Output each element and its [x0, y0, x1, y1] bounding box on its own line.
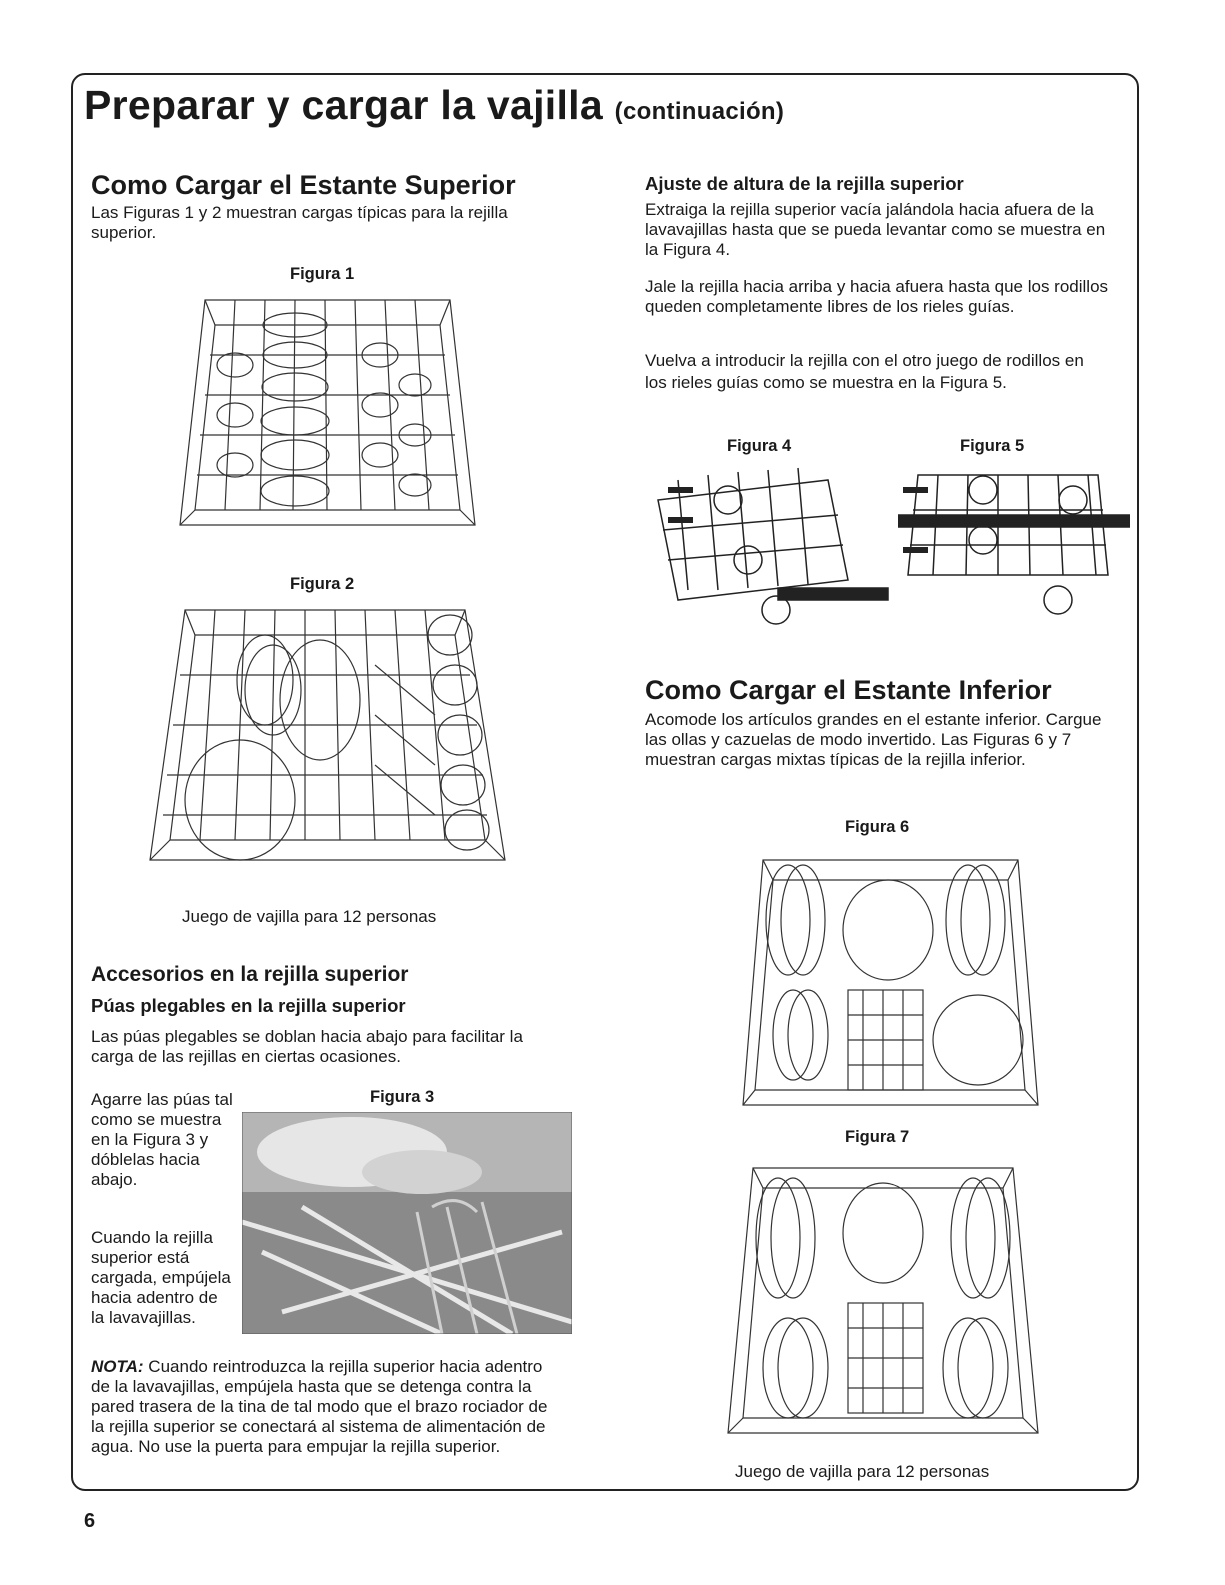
- title-subtitle: (continuación): [614, 98, 785, 125]
- fold-down-tines-text: Las púas plegables se doblan hacia abajo para facilitar la carga de las rejillas en ciertas ocasiones.: [91, 1027, 523, 1066]
- figure-6-label: Figura 6: [845, 818, 910, 836]
- figure-5-image: [898, 460, 1130, 630]
- push-rack-text: Cuando la rejilla superior está cargada, empújela hacia adentro de la lavavajillas.: [91, 1228, 231, 1327]
- figure-2-image: [145, 605, 510, 880]
- figure-3-label: Figura 3: [370, 1088, 435, 1106]
- note-label: NOTA:: [91, 1357, 144, 1376]
- rack-height-step-3: Vuelva a introducir la rejilla con el otro juego de rodillos en los rieles guías como se muestra en la Figura 5.: [645, 351, 1084, 392]
- figure-6-image: [733, 850, 1045, 1112]
- note-paragraph: [91, 1357, 561, 1457]
- figure-7-image: [718, 1158, 1048, 1443]
- figure-5-label: Figura 5: [960, 437, 1025, 455]
- page-number: 6: [84, 1510, 96, 1532]
- figure-4-image: [648, 460, 893, 630]
- figure-7-label: Figura 7: [845, 1128, 910, 1146]
- rack-height-step-2: Jale la rejilla hacia arriba y hacia afuera hasta que los rodillos queden completamente libres de los rieles guías.: [645, 277, 1109, 316]
- upper-rack-text: Las Figuras 1 y 2 muestran cargas típicas para la rejilla superior.: [91, 203, 508, 242]
- title-main: Preparar y cargar la vajilla: [84, 82, 603, 128]
- note-text: Cuando reintroduzca la rejilla superior hacia adentro de la lavavajillas, empújela hasta que se detenga contra la pared trasera de la tina de tal modo que el brazo rociador de la rejilla superior se conectará al sistema de alimentación de agua. No use la puerta para empujar la rejilla superior.: [91, 1357, 548, 1456]
- figure-4-label: Figura 4: [727, 437, 792, 455]
- upper-rack-heading: Como Cargar el Estante Superior: [91, 170, 516, 200]
- rack-height-step-1: Extraiga la rejilla superior vacía jalándola hacia afuera de la lavavajillas hasta que se pueda levantar como se muestra en la Figura 4.: [645, 200, 1106, 259]
- figure-3-photo: [242, 1112, 572, 1334]
- figure-7-caption: Juego de vajilla para 12 personas: [735, 1462, 990, 1481]
- figure-1-image: [175, 295, 480, 545]
- lower-rack-heading: Como Cargar el Estante Inferior: [645, 675, 1052, 705]
- rack-height-heading: Ajuste de altura de la rejilla superior: [645, 173, 964, 194]
- figure-2-label: Figura 2: [290, 575, 355, 593]
- lower-rack-text: Acomode los artículos grandes en el estante inferior. Cargue las ollas y cazuelas de modo invertido. Las Figuras 6 y 7 muestran cargas mixtas típicas de la rejilla inferior.: [645, 710, 1102, 769]
- fold-down-tines-heading: Púas plegables en la rejilla superior: [91, 995, 406, 1016]
- figure-2-caption: Juego de vajilla para 12 personas: [182, 907, 437, 926]
- accessories-heading: Accesorios en la rejilla superior: [91, 963, 409, 986]
- page-title: [84, 82, 784, 129]
- figure-1-label: Figura 1: [290, 265, 355, 283]
- grab-tines-text: Agarre las púas tal como se muestra en la Figura 3 y dóblelas hacia abajo.: [91, 1090, 233, 1189]
